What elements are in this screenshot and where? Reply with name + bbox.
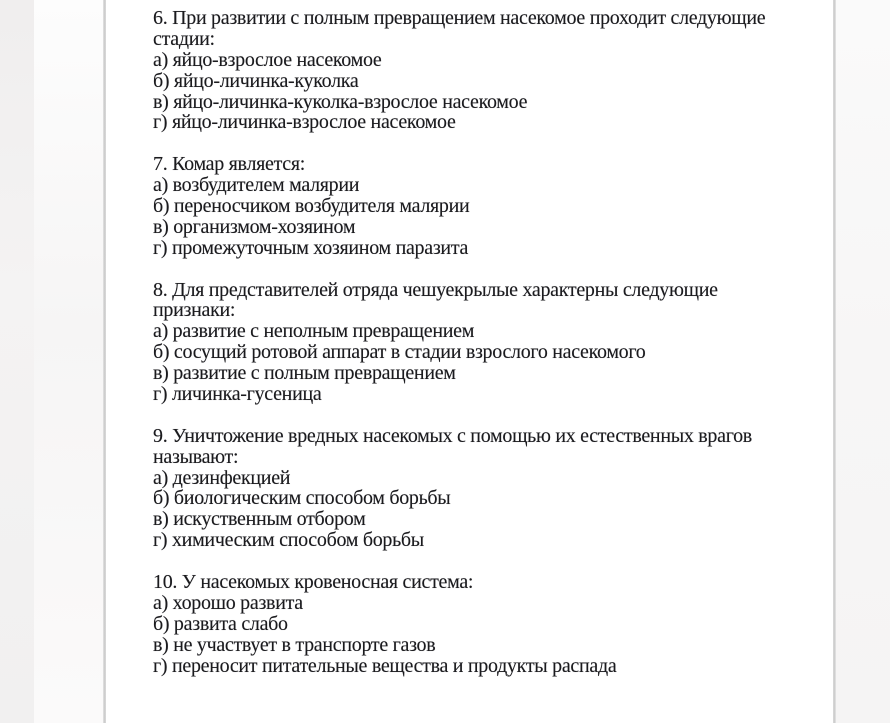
answer-option: а) хорошо развита [153,591,303,614]
answer-option: г) промежуточным хозяином паразита [153,236,469,259]
question-text-line: признаки: [153,299,236,322]
question-text-line: 10. У насекомых кровеносная система: [153,571,474,594]
answer-option: г) переносит питательные вещества и продукты распада [153,654,617,677]
answer-option: а) развитие с неполным превращением [153,320,475,343]
answer-option: г) яйцо-личинка-взрослое насекомое [153,111,456,134]
question-block-8 [153,280,803,405]
answer-option: в) искуственным отбором [153,508,366,531]
answer-option: в) развитие с полным превращением [153,362,456,385]
question-text-line: 8. Для представителей отряда чешуекрылые характерны следующие [153,278,718,301]
answer-option: а) дезинфекцией [153,466,291,489]
answer-option: б) сосущий ротовой аппарат в стадии взрослого насекомого [153,341,646,364]
answer-option: а) возбудителем малярии [153,174,360,197]
answer-option: б) яйцо-личинка-куколка [153,69,359,92]
question-text-line: стадии: [153,27,215,50]
answer-option: в) не участвует в транспорте газов [153,633,436,656]
document-page [106,0,833,723]
answer-option: а) яйцо-взрослое насекомое [153,48,382,71]
question-text-line: 6. При развитии с полным превращением насекомое проходит следующие [153,7,766,29]
question-block-9 [153,426,803,551]
page-shadow-left [34,0,103,723]
viewer-background-right [836,0,890,723]
answer-option: в) организмом-хозяином [153,215,356,238]
question-text-line: 9. Уничтожение вредных насекомых с помощью их естественных врагов [153,424,752,447]
viewer-background-left [0,0,34,723]
answer-option: б) биологическим способом борьбы [153,487,451,510]
question-block-6 [153,8,803,133]
answer-option: г) личинка-гусеница [153,383,322,406]
question-text-line: называют: [153,445,239,468]
question-block-10 [153,572,803,676]
answer-option: в) яйцо-личинка-куколка-взрослое насекомое [153,90,528,113]
answer-option: г) химическим способом борьбы [153,529,424,552]
answer-option: б) переносчиком возбудителя малярии [153,195,470,218]
test-questions [153,8,803,677]
question-block-7 [153,154,803,258]
answer-option: б) развита слабо [153,612,288,635]
question-text-line: 7. Комар является: [153,153,306,176]
